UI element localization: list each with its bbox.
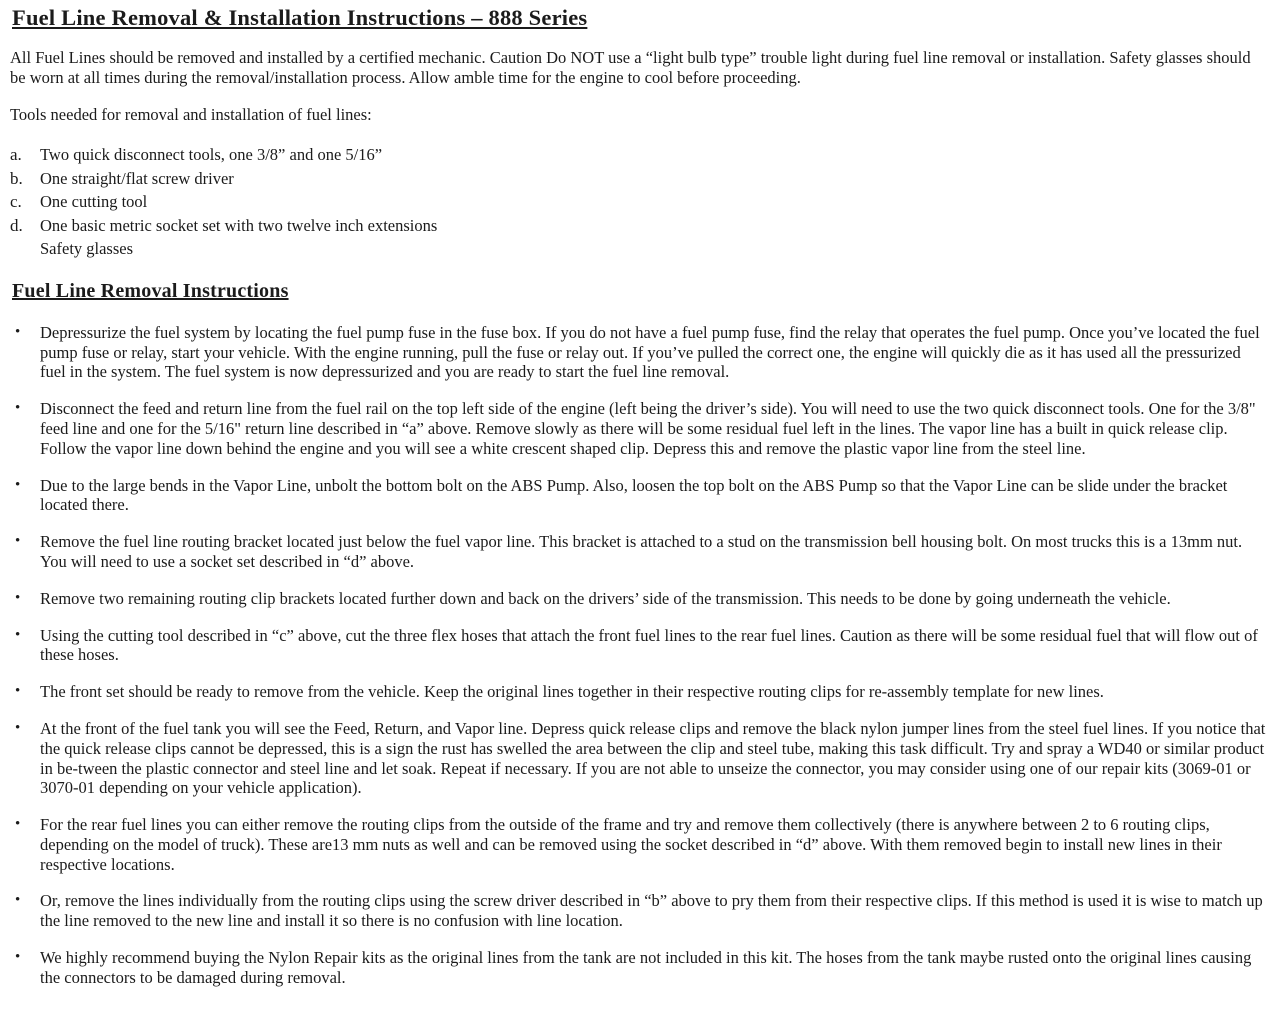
bullet-icon: • — [15, 683, 21, 700]
tool-list-item-text: One cutting tool — [40, 192, 148, 212]
bullet-item — [10, 815, 1268, 874]
bullet-item-text: At the front of the fuel tank you will see the Feed, Return, and Vapor line. Depress quick release clips and remove the black nylon jumper lines from the steel fuel lines. If you notice that the quick release clips cannot be depressed, this is a sign the rust has swelled the area between the clip and steel tube, making this task difficult. Try and spray a WD40 or similar product in be-tween the plastic connector and steel line and let soak. Repeat if necessary. If you are not able to unseize the connector, you may consider using one of our repair kits (3069-01 or 3070-01 depending on your vehicle application). — [40, 718, 1266, 798]
bullet-icon: • — [15, 323, 21, 340]
tool-list-item-text: One straight/flat screw driver — [40, 168, 234, 188]
bullet-icon: • — [15, 476, 21, 493]
bullet-item-text: Using the cutting tool described in “c” above, cut the three flex hoses that attach the front fuel lines to the rear fuel lines. Caution as there will be some residual fuel that will flow out of these hoses. — [40, 625, 1258, 665]
tool-list-item-text: Two quick disconnect tools, one 3/8” and one 5/16” — [40, 145, 383, 165]
document-title: Fuel Line Removal & Installation Instructions – 888 Series — [12, 5, 588, 30]
bullet-item-text: Remove two remaining routing clip brackets located further down and back on the drivers’ side of the transmission. This needs to be done by going underneath the vehicle. — [40, 588, 1171, 608]
list-marker: c. — [10, 192, 22, 212]
bullet-item — [10, 532, 1268, 572]
bullet-icon: • — [15, 626, 21, 643]
bullet-icon: • — [15, 816, 21, 833]
bullet-item-text: For the rear fuel lines you can either remove the routing clips from the outside of the frame and try and remove them collectively (there is anywhere between 2 to 6 routing clips, depending on the model of truck). These are13 mm nuts as well and can be removed using the socket described in “d” above. With them removed begin to install new lines in their respective locations. — [40, 815, 1222, 874]
bullet-item-text: Or, remove the lines individually from the routing clips using the screw driver described in “b” above to pry them from their respective clips. If this method is used it is wise to match up the line removed to the new line and install it so there is no confusion with line location. — [40, 891, 1263, 931]
intro-paragraph: All Fuel Lines should be removed and installed by a certified mechanic. Caution Do NOT use a “light bulb type” trouble light during fuel line removal or installation. Safety glasses should be worn at all times during the removal/installation process. Allow amble time for the engine to cool before proceeding. — [10, 48, 1251, 87]
bullet-item-text: Disconnect the feed and return line from the fuel rail on the top left side of the engine (left being the driver’s side). You will need to use the two quick disconnect tools. One for the 3/8" feed line and one for the 5/16" return line described in “a” above. Remove slowly as there will be some residual fuel left in the lines. The vapor line has a built in quick release clip. Follow the vapor line down behind the engine and you will see a white crescent shaped clip. Depress this and remove the plastic vapor line from the steel line. — [40, 399, 1256, 458]
bullet-item — [10, 626, 1268, 666]
list-marker: a. — [10, 145, 22, 165]
bullet-icon: • — [15, 949, 21, 966]
tool-list-item — [10, 192, 1268, 212]
bullet-item — [10, 682, 1268, 702]
bullet-item-text: The front set should be ready to remove from the vehicle. Keep the original lines together in their respective routing clips for re-assembly template for new lines. — [40, 682, 1104, 702]
list-marker: b. — [10, 168, 23, 188]
bullet-item — [10, 589, 1268, 609]
bullet-item — [10, 476, 1268, 516]
bullet-item-text: Due to the large bends in the Vapor Line, unbolt the bottom bolt on the ABS Pump. Also, loosen the top bolt on the ABS Pump so that the Vapor Line can be slide under the bracket located there. — [40, 475, 1228, 515]
tools-intro: Tools needed for removal and installation of fuel lines: — [10, 104, 372, 124]
tool-list-item — [10, 239, 1268, 259]
bullet-item-text: Remove the fuel line routing bracket located just below the fuel vapor line. This bracket is attached to a stud on the transmission bell housing bolt. On most trucks this is a 13mm nut. You will need to use a socket set described in “d” above. — [40, 532, 1243, 571]
section-heading: Fuel Line Removal Instructions — [12, 279, 289, 302]
list-marker — [10, 239, 40, 259]
bullet-icon: • — [15, 533, 21, 550]
tool-list-item-text: One basic metric socket set with two twelve inch extensions — [40, 215, 438, 235]
bullet-item-text: Depressurize the fuel system by locating the fuel pump fuse in the fuse box. If you do not have a fuel pump fuse, find the relay that operates the fuel pump. Once you’ve located the fuel pump fuse or relay, start your vehicle. With the engine running, pull the fuse or relay out. If you’ve pulled the correct one, the engine will quickly die as it has used all the pressurized fuel in the system. The fuel system is now depressurized and you are ready to start the fuel line removal. — [40, 322, 1260, 382]
bullet-item-text: We highly recommend buying the Nylon Repair kits as the original lines from the tank are not included in this kit. The hoses from the tank maybe rusted onto the original lines causing the connectors to be damaged during removal. — [40, 948, 1252, 987]
bullet-icon: • — [15, 400, 21, 417]
bullet-item — [10, 323, 1268, 382]
bullet-icon: • — [15, 719, 21, 736]
tool-list-item — [10, 145, 1268, 165]
tool-list-item-text: Safety glasses — [40, 238, 134, 258]
bullet-item — [10, 719, 1268, 798]
tool-list-item — [10, 216, 1268, 236]
tool-list-item — [10, 169, 1268, 189]
bullet-item — [10, 399, 1268, 458]
list-marker: d. — [10, 215, 23, 235]
instructions-bullet-list — [10, 323, 1268, 988]
bullet-icon: • — [15, 892, 21, 909]
tools-list — [10, 145, 1268, 258]
bullet-item — [10, 948, 1268, 988]
bullet-item — [10, 891, 1268, 931]
bullet-icon: • — [15, 589, 21, 606]
